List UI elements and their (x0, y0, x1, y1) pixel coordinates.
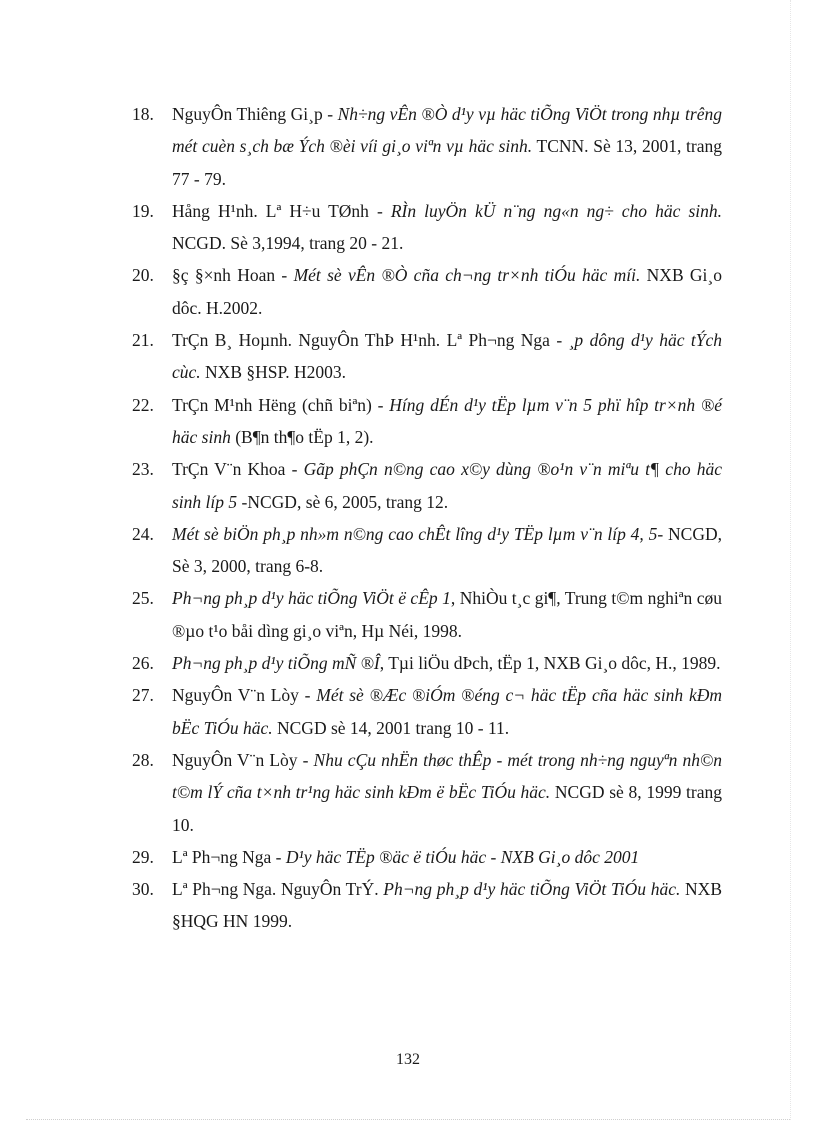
reference-item-27 (132, 679, 722, 744)
reference-text (172, 453, 722, 518)
reference-text (172, 679, 722, 744)
reference-item-30 (132, 873, 722, 938)
reference-number: 25. (132, 588, 154, 609)
reference-number: 29. (132, 846, 154, 867)
reference-author: Lª Ph¬ng Nga - (172, 846, 286, 867)
reference-item-22 (132, 389, 722, 454)
reference-title: Mét sè ®Æc ®iÓm ®éng c¬ häc tËp cña häc sinh kÐm bËc TiÓu häc. (172, 685, 722, 738)
reference-text (172, 98, 722, 195)
reference-text (172, 518, 722, 583)
reference-title: RÌn luyÖn kÜ n¨ng ng«n ng÷ cho häc sinh. (390, 200, 722, 221)
reference-item-29 (132, 841, 722, 873)
reference-text (172, 841, 722, 873)
reference-number: 21. (132, 330, 154, 351)
reference-author: NguyÔn V¨n Lòy - (172, 749, 314, 770)
page-number: 132 (396, 1051, 420, 1068)
reference-details: NXB §HQG HN 1999. (172, 879, 722, 932)
reference-text (172, 389, 722, 454)
reference-item-26 (132, 647, 722, 679)
reference-details: (B¶n th¶o tËp 1, 2). (230, 426, 374, 447)
reference-number: 18. (132, 104, 154, 124)
reference-author: Lª Ph¬ng Nga. NguyÔn TrÝ. (172, 879, 384, 900)
reference-text (172, 582, 722, 647)
reference-title: ¸p dông d¹y häc tÝch cùc. (172, 330, 722, 383)
reference-title: Nh÷ng vÊn ®Ò d¹y vµ häc tiÕng ViÖt trong nhµ trêng mét cuèn s¸ch bæ Ých ®èi víi gi¸o viªn vµ häc sinh. (172, 104, 722, 157)
reference-title: Ph¬ng ph¸p d¹y tiÕng mÑ ®Î (172, 653, 380, 674)
reference-author: TrÇn B¸ Hoµnh. NguyÔn ThÞ H¹nh. Lª Ph¬ng Nga - (172, 330, 569, 351)
reference-item-24 (132, 518, 722, 583)
reference-item-21 (132, 324, 722, 389)
reference-text (172, 195, 722, 260)
reference-text (172, 647, 722, 679)
reference-title: Híng dÉn d¹y tËp lµm v¨n 5 phï hîp tr×nh ®é häc sinh (172, 394, 723, 447)
reference-details: NCGD sè 8, 1999 trang 10. (172, 782, 722, 835)
page-right-divider (790, 0, 791, 1120)
reference-number: 22. (132, 394, 154, 415)
reference-title: Mét sè biÖn ph¸p nh»m n©ng cao chÊt lîng d¹y TËp lµm v¨n líp 4, 5- (172, 523, 664, 544)
reference-item-19 (132, 195, 722, 260)
reference-number: 27. (132, 685, 154, 706)
reference-item-23 (132, 453, 722, 518)
reference-author: NguyÔn V¨n Lòy - (172, 685, 317, 706)
reference-item-25 (132, 582, 722, 647)
reference-author: NguyÔn Thiêng Gi¸p - (172, 104, 338, 124)
reference-details: , NhiÒu t¸c gi¶, Trung t©m nghiªn cøu ®µo t¹o båi dìng gi¸o viªn, Hµ Néi, 1998. (172, 588, 723, 641)
reference-details: NXB §HSP. H2003. (200, 362, 347, 383)
reference-item-18 (132, 98, 722, 195)
reference-number: 20. (132, 265, 154, 286)
reference-details: NCGD sè 14, 2001 trang 10 - 11. (272, 717, 510, 738)
reference-item-20 (132, 259, 722, 324)
reference-details: NXB Gi¸o dôc. H.2002. (172, 265, 722, 318)
reference-number: 23. (132, 459, 154, 480)
reference-details: -NCGD, sè 6, 2005, trang 12. (237, 491, 449, 512)
reference-title: Ph¬ng ph¸p d¹y häc tiÕng ViÖt ë cÊp 1 (172, 588, 451, 609)
reference-text (172, 259, 722, 324)
reference-author: TrÇn V¨n Khoa - (172, 459, 304, 480)
reference-number: 26. (132, 653, 154, 674)
reference-author: TrÇn M¹nh Hëng (chñ biªn) - (172, 394, 390, 415)
reference-item-28 (132, 744, 722, 841)
reference-number: 19. (132, 200, 154, 221)
reference-title: Mét sè vÊn ®Ò cña ch¬ng tr×nh tiÓu häc míi. (293, 265, 641, 286)
reference-details: , Tµi liÖu dÞch, tËp 1, NXB Gi¸o dôc, H., 1989. (379, 653, 721, 674)
reference-number: 24. (132, 523, 154, 544)
reference-details: NCGD. Sè 3,1994, trang 20 - 21. (172, 233, 404, 254)
page-bottom-divider (26, 1119, 790, 1120)
reference-title: Gãp phÇn n©ng cao x©y dùng ®o¹n v¨n miªu t¶ cho häc sinh líp 5 (172, 459, 722, 512)
reference-title: D¹y häc TËp ®äc ë tiÓu häc - NXB Gi¸o dôc 2001 (285, 846, 640, 867)
reference-list (132, 98, 722, 938)
reference-text (172, 873, 722, 938)
reference-author: Hång H¹nh. Lª H÷u TØnh - (172, 200, 391, 221)
reference-author: §ç §×nh Hoan - (172, 265, 294, 286)
reference-details: NCGD, Sè 3, 2000, trang 6-8. (172, 523, 722, 577)
reference-number: 28. (132, 749, 154, 770)
reference-text (172, 744, 722, 841)
reference-details: TCNN. Sè 13, 2001, trang 77 - 79. (172, 136, 723, 189)
reference-title: Ph¬ng ph¸p d¹y häc tiÕng ViÖt TiÓu häc. (383, 879, 681, 900)
reference-number: 30. (132, 879, 154, 900)
reference-text (172, 324, 722, 389)
reference-title: Nhu cÇu nhËn thøc thÊp - mét trong nh÷ng nguyªn nh©n t©m lÝ cña t×nh tr¹ng häc sinh kÐm ë bËc TiÓu häc. (172, 749, 722, 803)
